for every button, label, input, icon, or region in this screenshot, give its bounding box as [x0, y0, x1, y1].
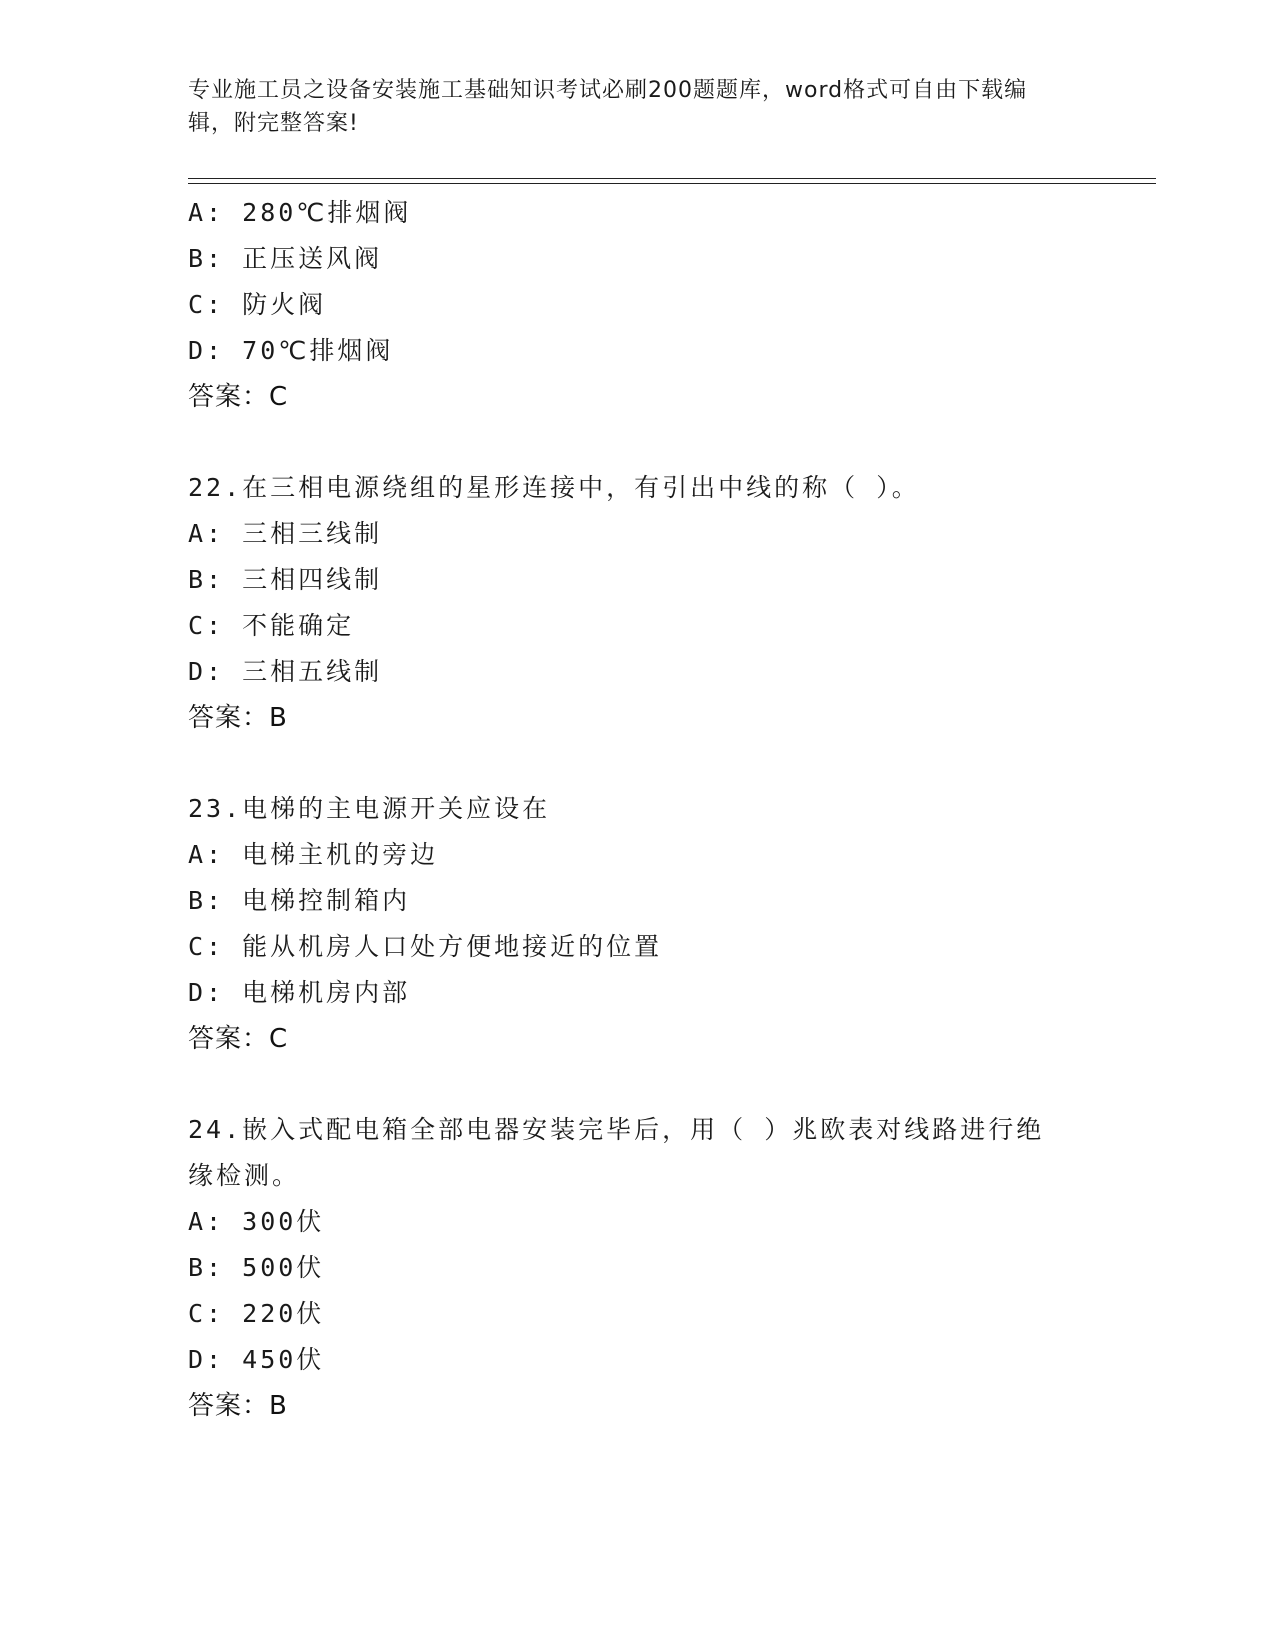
question-block-24: [188, 1107, 1088, 1429]
option-b: B: 500伏: [188, 1253, 325, 1282]
option-c: C: 防火阀: [188, 290, 327, 319]
option-a: A: 三相三线制: [188, 519, 383, 548]
option-d: D: 电梯机房内部: [188, 978, 411, 1007]
option-b: B: 正压送风阀: [188, 244, 383, 273]
answer-line: 答案：B: [188, 703, 288, 733]
option-c: C: 能从机房人口处方便地接近的位置: [188, 932, 663, 961]
option-a: A: 300伏: [188, 1207, 325, 1236]
question-list: [188, 190, 1088, 1429]
option-a: A: 280℃排烟阀: [188, 198, 412, 227]
answer-line: 答案：C: [188, 1024, 289, 1054]
document-header: 专业施工员之设备安装施工基础知识考试必刷200题题库，word格式可自由下载编辑，附完整答案!: [188, 78, 1028, 136]
question-text: 24.嵌入式配电箱全部电器安装完毕后，用（ ）兆欧表对线路进行绝缘检测。: [188, 1115, 1045, 1190]
question-text: 22.在三相电源绕组的星形连接中，有引出中线的称（ ）。: [188, 473, 920, 502]
option-c: C: 不能确定: [188, 611, 355, 640]
option-d: D: 450伏: [188, 1345, 325, 1374]
header-divider-bottom: [188, 183, 1156, 184]
option-a: A: 电梯主机的旁边: [188, 840, 439, 869]
header-divider-top: [188, 178, 1156, 179]
option-b: B: 电梯控制箱内: [188, 886, 411, 915]
option-d: D: 70℃排烟阀: [188, 336, 394, 365]
option-d: D: 三相五线制: [188, 657, 383, 686]
option-c: C: 220伏: [188, 1299, 325, 1328]
question-text: 23.电梯的主电源开关应设在: [188, 794, 551, 823]
option-b: B: 三相四线制: [188, 565, 383, 594]
question-block-22: [188, 465, 1088, 741]
answer-line: 答案：C: [188, 382, 289, 412]
question-block-21: [188, 190, 1088, 420]
answer-line: 答案：B: [188, 1391, 288, 1421]
question-block-23: [188, 786, 1088, 1062]
